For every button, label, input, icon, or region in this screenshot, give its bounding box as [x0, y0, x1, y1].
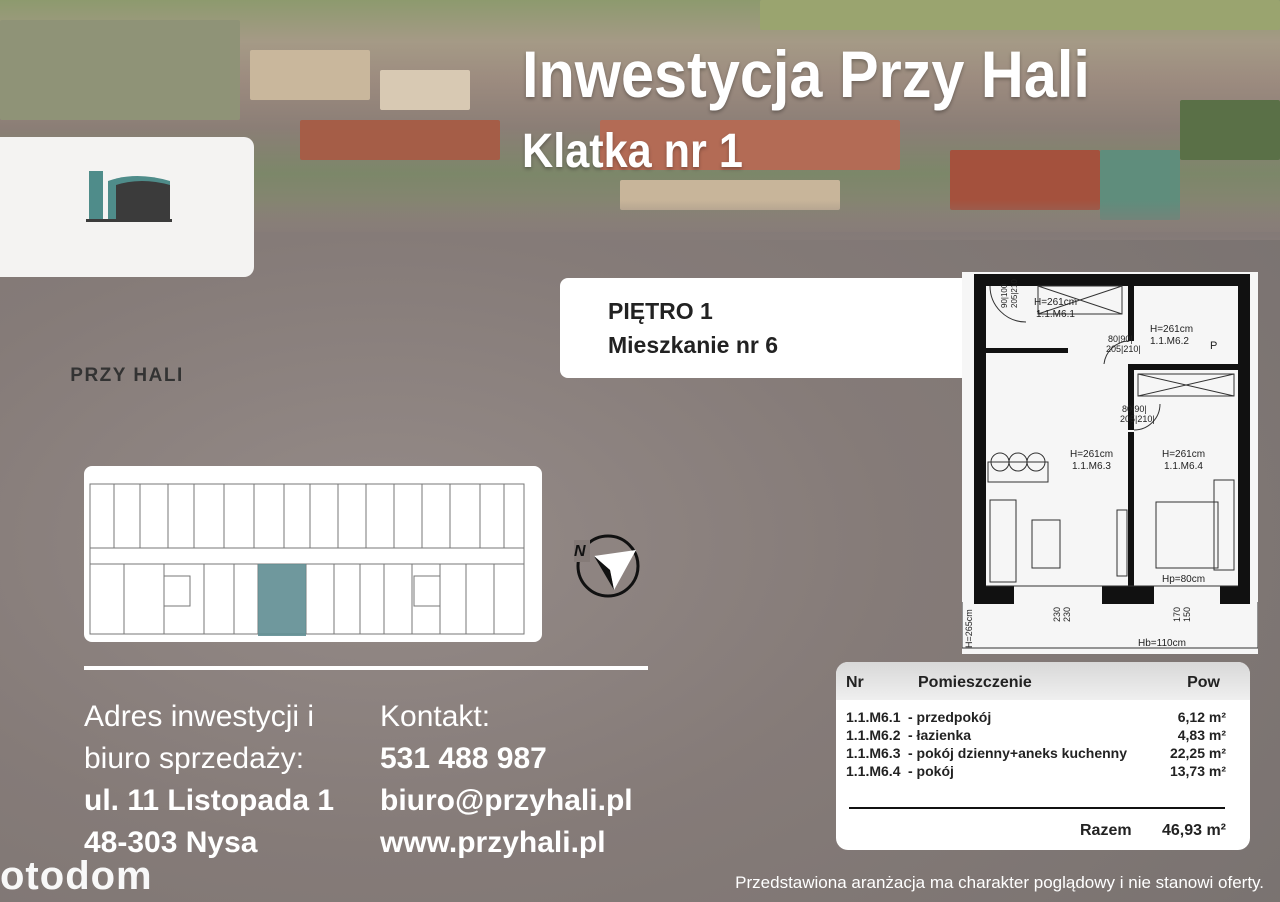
balcony-h-label: H=265cm: [964, 609, 974, 648]
row-name: - pokój: [908, 763, 954, 779]
contact-phone[interactable]: 531 488 987: [380, 742, 547, 775]
floor-card: [560, 278, 980, 378]
door-dim-2: 205|210|: [1106, 344, 1141, 354]
plan-room-3: 1.1.M6.3: [1072, 461, 1111, 472]
row-nr: 1.1.M6.1: [846, 709, 901, 725]
logo-text: PRZY HALI: [70, 365, 184, 386]
contact-website[interactable]: www.przyhali.pl: [380, 826, 606, 859]
header-area: Pow: [1187, 674, 1220, 691]
row-nr: 1.1.M6.3: [846, 745, 901, 761]
page-title: Inwestycja Przy Hali: [522, 37, 1090, 111]
plan-height-label: H=261cm: [1162, 449, 1206, 460]
window-dim-4: 150: [1182, 606, 1192, 622]
row-area: 4,83 m²: [1177, 727, 1226, 743]
entry-door-dim-2: 205|210: [1010, 279, 1019, 308]
address-city: 48-303 Nysa: [84, 826, 258, 859]
disclaimer: Przedstawiona aranżacja ma charakter poglądowy i nie stanowi oferty.: [735, 873, 1264, 892]
plan-height-label: H=261cm: [1150, 324, 1194, 335]
row-nr: 1.1.M6.2: [846, 727, 901, 743]
header-nr: Nr: [846, 674, 864, 691]
floor-label: PIĘTRO 1: [608, 298, 713, 324]
total-label: Razem: [1080, 822, 1132, 839]
table-row: [846, 744, 1226, 762]
total-value: 46,93 m²: [1161, 822, 1226, 839]
row-name: - pokój dzienny+aneks kuchenny: [908, 745, 1128, 761]
address-label-2: biuro sprzedaży:: [84, 742, 305, 775]
row-name: - łazienka: [908, 727, 972, 743]
address-street: ul. 11 Listopada 1: [84, 784, 335, 817]
door-dim-3: 80|90|: [1122, 404, 1147, 414]
contact-email[interactable]: biuro@przyhali.pl: [380, 784, 633, 817]
bath-symbol: P: [1210, 340, 1218, 352]
building-site-plan: [84, 466, 542, 642]
row-area: 13,73 m²: [1169, 763, 1226, 779]
contact-label: Kontakt:: [380, 700, 491, 733]
divider: [84, 666, 648, 670]
address-label-1: Adres inwestycji i: [84, 700, 315, 733]
header-room: Pomieszczenie: [918, 674, 1032, 691]
room-area-table: [836, 662, 1250, 850]
entry-door-dim-1: 90|100: [1000, 283, 1009, 308]
plan-room-4: 1.1.M6.4: [1164, 461, 1203, 472]
plan-height-label: H=261cm: [1070, 449, 1114, 460]
logo-icon: [86, 171, 172, 223]
compass-icon: [572, 532, 644, 607]
window-dim-3: 170: [1172, 606, 1182, 622]
page-subtitle: Klatka nr 1: [522, 125, 743, 178]
otodom-watermark: otodom: [0, 854, 153, 898]
window-dim-1: 230: [1052, 606, 1062, 622]
table-row: [846, 708, 1226, 726]
compass-north-label: N: [574, 543, 586, 560]
door-dim-1: 80|90|: [1108, 334, 1133, 344]
plan-room-2: 1.1.M6.2: [1150, 336, 1189, 347]
door-dim-4: 205|210|: [1120, 414, 1155, 424]
apartment-label: Mieszkanie nr 6: [608, 332, 779, 358]
table-header: [836, 662, 1250, 700]
table-row: [846, 762, 1226, 780]
apartment-floor-plan: [962, 272, 1258, 654]
table-divider: [849, 807, 1225, 809]
window-hp-label: Hp=80cm: [1162, 574, 1206, 585]
window-dim-2: 230: [1062, 606, 1072, 622]
plan-room-1: 1.1.M6.1: [1036, 309, 1075, 320]
row-nr: 1.1.M6.4: [846, 763, 901, 779]
row-area: 22,25 m²: [1169, 745, 1226, 761]
highlighted-apartment: [258, 564, 306, 636]
row-area: 6,12 m²: [1177, 709, 1226, 725]
table-row: [846, 726, 1226, 744]
balcony-hb-label: Hb=110cm: [1138, 638, 1186, 649]
plan-height-label: H=261cm: [1034, 297, 1078, 308]
row-name: - przedpokój: [908, 709, 992, 725]
logo-card: [0, 137, 254, 386]
